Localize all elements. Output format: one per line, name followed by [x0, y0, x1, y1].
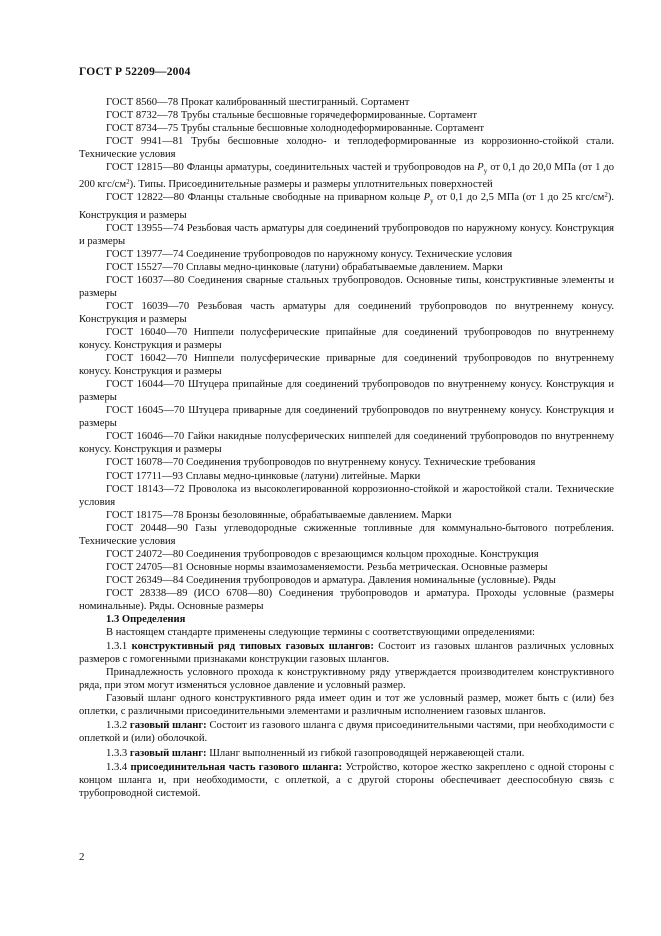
reference-code: ГОСТ 12822—80	[106, 192, 185, 204]
reference-code: ГОСТ 12815—80	[106, 162, 184, 174]
reference-code: ГОСТ 9941—81	[106, 136, 184, 148]
reference-code: ГОСТ 8560—78	[106, 97, 179, 108]
reference-title: ). Конструкция и размеры	[79, 192, 614, 221]
reference-title: Соединения трубопроводов и арматура. Проходы условные (размеры номинальные). Ряды. Основные размеры	[79, 587, 614, 612]
definition-number: 1.3.2	[106, 720, 128, 732]
reference-entry	[79, 135, 614, 161]
reference-entry	[79, 483, 614, 509]
reference-code: ГОСТ 17711—93	[106, 470, 184, 482]
reference-code: ГОСТ 18143—72	[106, 483, 185, 495]
reference-title: Штуцера припайные для соединений трубопроводов по внутреннему конусу. Конструкция и размеры	[79, 379, 615, 404]
reference-code: ГОСТ 16046—70	[106, 431, 185, 443]
reference-entry	[79, 326, 614, 352]
page-header-standard-number: ГОСТ Р 52209—2004	[79, 66, 191, 78]
superscript: 2	[126, 178, 130, 187]
reference-code: ГОСТ 16045—70	[106, 405, 185, 417]
reference-code: ГОСТ 26349—84	[106, 574, 184, 586]
reference-code: ГОСТ 16040—70	[106, 327, 188, 339]
reference-entry	[79, 522, 614, 548]
reference-code: ГОСТ 13955—74	[106, 222, 184, 234]
reference-code: ГОСТ 24072—80	[106, 548, 184, 560]
definition-term: газовый шланг:	[129, 747, 207, 759]
reference-code: ГОСТ 8732—78	[106, 110, 179, 122]
reference-entry	[79, 261, 614, 274]
reference-title: Трубы стальные бесшовные горячедеформированные. Сортамент	[180, 110, 478, 122]
reference-title: Соединения сварные стальных трубопроводов. Основные типы, конструктивные элементы и размеры	[79, 274, 615, 299]
reference-title: Сплавы медно-цинковые (латуни) обрабатываемые давлением. Марки	[186, 261, 503, 273]
definition-term: газовый шланг:	[129, 720, 207, 732]
pressure-subscript: y	[430, 197, 434, 206]
definition-number: 1.3.4	[106, 761, 128, 773]
definition-term: конструктивный ряд типовых газовых шлангов:	[131, 641, 374, 653]
definition-text: Шланг выполненный из гибкой газопроводящей нержавеющей стали.	[209, 747, 525, 759]
paragraph: Газовый шланг одного конструктивного ряда имеет один и тот же условный размер, может быть с (или) без оплетки, с различными присоединительными элементами и различным исполнением газовых шлангов.	[79, 693, 614, 718]
definition-text: Устройство, которое жестко закреплено с одной стороны с концом шланга и, при необходимости, с оплеткой, а с другой стороны обеспечивает дееспособную связь с трубопроводной системой.	[79, 761, 615, 799]
definition-1-3-4	[79, 761, 614, 800]
reference-title: от 0,1 до 20,0 МПа (от 1 до 200 кгс/см	[79, 162, 615, 191]
reference-title: Резьбовая часть арматуры для соединений трубопроводов по наружному конусу. Конструкция и размеры	[79, 222, 615, 247]
paragraph: Принадлежность условного прохода к конструктивному ряду утверждается производителем конструктивного ряда, при этом могут изменяться условное давление и условный размер.	[79, 667, 614, 692]
reference-code: ГОСТ 16039—70	[106, 300, 190, 312]
definition-1-3-1	[79, 640, 614, 666]
reference-title: Трубы стальные бесшовные холоднодеформированные. Сортамент	[180, 123, 484, 135]
reference-title: Ниппели полусферические приварные для соединений трубопроводов по внутреннему конусу. Конструкция и размеры	[79, 353, 614, 378]
reference-entry	[79, 109, 614, 122]
reference-entry	[79, 404, 614, 430]
reference-entry	[79, 122, 614, 135]
reference-entry	[79, 352, 614, 378]
pressure-symbol: P	[423, 192, 431, 204]
reference-title: Соединение трубопроводов по наружному конусу. Технические условия	[186, 248, 513, 260]
normative-references-list	[79, 96, 614, 613]
reference-code: ГОСТ 28338—89 (ИСО 6708—80)	[106, 587, 273, 599]
reference-title: Гайки накидные полусферических ниппелей для соединений трубопроводов по внутреннему конусу. Конструкция и размеры	[79, 431, 614, 456]
reference-entry	[79, 96, 614, 109]
reference-code: ГОСТ 16044—70	[106, 379, 185, 391]
reference-code: ГОСТ 20448—90	[106, 522, 188, 534]
reference-code: ГОСТ 15527—70	[106, 261, 184, 273]
reference-entry	[79, 161, 614, 191]
reference-code: ГОСТ 18175—78	[106, 509, 184, 521]
reference-entry	[79, 300, 614, 326]
definitions-intro: В настоящем стандарте применены следующие термины с соответствующими определениями:	[106, 627, 535, 639]
reference-title: Резьбовая часть арматуры для соединений трубопроводов по внутреннему конусу. Конструкция и размеры	[79, 300, 614, 325]
reference-entry	[79, 191, 614, 221]
reference-entry	[79, 378, 614, 404]
reference-title: Газы углеводородные сжиженные топливные для коммунально-бытового потребления. Технические условия	[79, 522, 615, 547]
definition-term: присоединительная часть газового шланга:	[130, 761, 343, 773]
document-body	[79, 96, 614, 800]
reference-entry	[79, 222, 614, 248]
reference-code: ГОСТ 13977—74	[106, 248, 184, 260]
reference-entry	[79, 470, 614, 483]
reference-title: Основные нормы взаимозаменяемости. Резьба метрическая. Основные размеры	[186, 561, 548, 573]
reference-entry	[79, 561, 614, 574]
definition-number: 1.3.3	[106, 747, 128, 759]
pressure-subscript: y	[483, 167, 488, 176]
reference-entry	[79, 456, 614, 469]
definition-number: 1.3.1	[106, 641, 128, 653]
reference-code: ГОСТ 16078—70	[106, 457, 184, 469]
definition-1-3-2	[79, 719, 614, 745]
reference-title: Сплавы медно-цинковые (латуни) литейные. Марки	[185, 470, 421, 482]
superscript: 2	[604, 191, 608, 200]
reference-title: Штуцера приварные для соединений трубопроводов по внутреннему конусу. Конструкция и размеры	[79, 405, 614, 430]
reference-code: ГОСТ 24705—81	[106, 561, 184, 573]
reference-title: от 0,1 до 2,5 МПа (от 1 до 25 кгс/см	[436, 192, 605, 204]
reference-code: ГОСТ 8734—75	[106, 123, 179, 135]
reference-title: Бронзы безоловянные, обрабатываемые давлением. Марки	[186, 509, 452, 521]
reference-entry	[79, 587, 614, 613]
reference-entry	[79, 430, 614, 456]
reference-code: ГОСТ 16042—70	[106, 353, 188, 365]
reference-title: Соединения трубопроводов с врезающимся кольцом проходные. Конструкция	[186, 548, 539, 560]
reference-title: Трубы бесшовные холодно- и теплодеформированные из коррозионно-стойкой стали. Технические условия	[79, 136, 615, 161]
page-number: 2	[79, 851, 85, 863]
reference-title: Ниппели полусферические припайные для соединений трубопроводов по внутреннему конусу. Конструкция и размеры	[79, 327, 614, 352]
reference-entry	[79, 574, 614, 587]
reference-code: ГОСТ 16037—80	[106, 274, 185, 286]
definition-text: Состоит из газового шланга с двумя присоединительными частями, при необходимости с оплеткой и (или) оболочкой.	[79, 720, 614, 745]
reference-entry	[79, 248, 614, 261]
reference-title: ). Типы. Присоединительные размеры и размеры уплотнительных поверхностей	[129, 179, 493, 191]
reference-title: Проволока из высоколегированной коррозионно-стойкой и жаростойкой стали. Технические условия	[79, 483, 614, 508]
reference-entry	[79, 274, 614, 300]
reference-entry	[79, 509, 614, 522]
reference-title: Фланцы арматуры, соединительных частей и трубопроводов на	[186, 162, 475, 174]
definition-1-3-3	[79, 747, 614, 760]
pressure-symbol: P	[477, 162, 484, 174]
reference-title: Соединения трубопроводов и арматура. Давления номинальные (условные). Ряды	[186, 574, 556, 586]
reference-title: Соединения трубопроводов по внутреннему конусу. Технические требования	[186, 457, 536, 469]
definition-text: Состоит из газовых шлангов различных условных размеров с гомогенными признаками конструкции газовых шлангов.	[79, 641, 614, 666]
reference-entry	[79, 548, 614, 561]
section-heading: 1.3 Определения	[106, 614, 186, 626]
reference-title: Прокат калиброванный шестигранный. Сортамент	[180, 97, 410, 108]
reference-title: Фланцы стальные свободные на приварном кольце	[187, 192, 421, 204]
